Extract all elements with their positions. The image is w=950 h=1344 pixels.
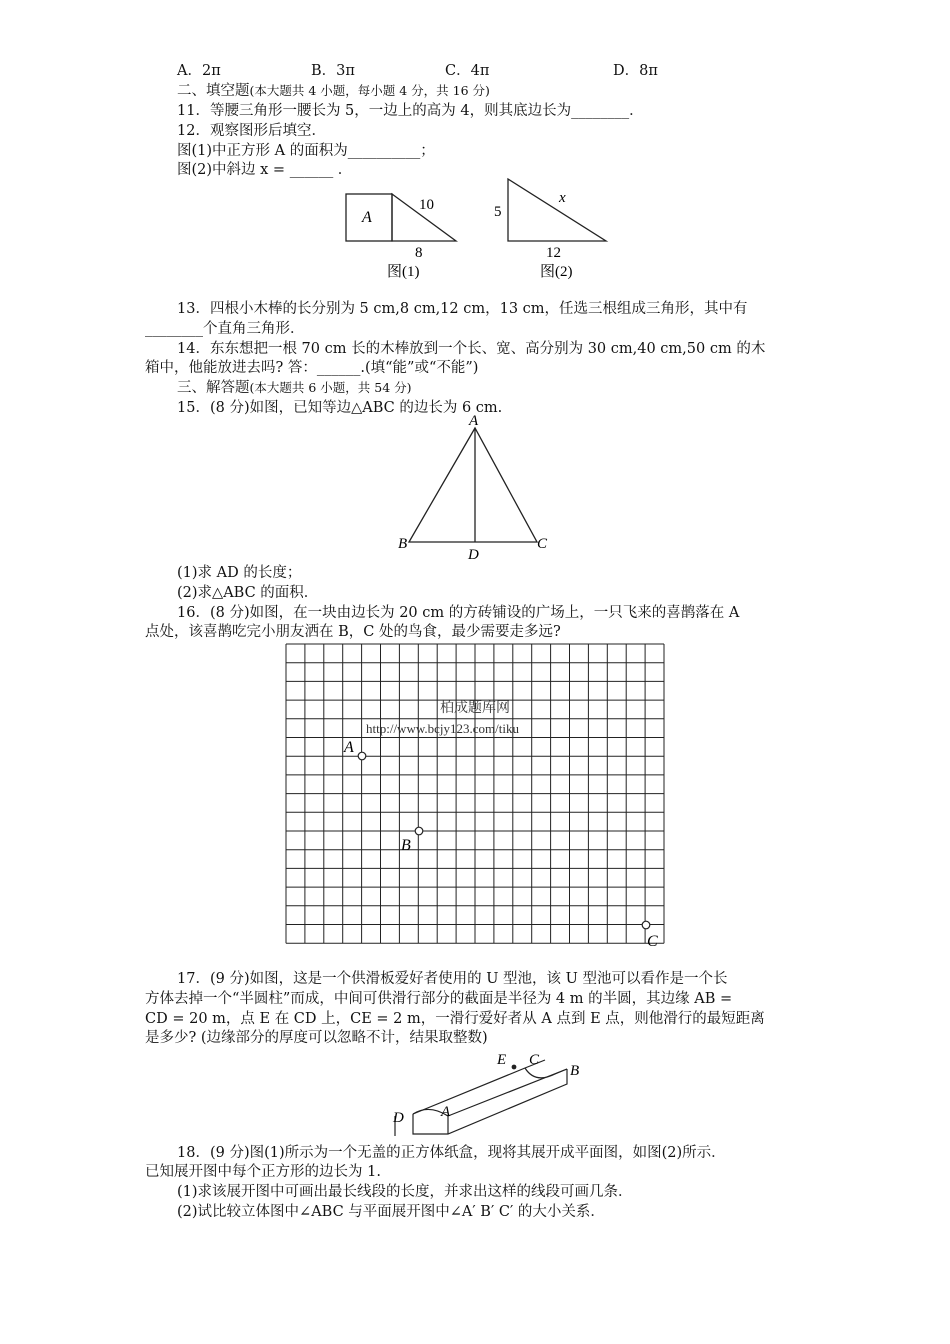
vertex-b-label: B: [398, 536, 408, 552]
watermark-url: http://www.bcjy123.com/tiku: [366, 721, 519, 736]
question-14-line1: 14．东东想把一根 70 cm 长的木棒放到一个长、宽、高分别为 30 cm,40 cm,50 cm 的木: [177, 341, 766, 357]
question-11: 11．等腰三角形一腰长为 5，一边上的高为 4，则其底边长为________．: [177, 103, 644, 119]
question-12-line2: 图(2)中斜边 x = ______ ．: [177, 162, 353, 178]
question-15-sub2: (2)求△ABC 的面积．: [177, 585, 319, 601]
question-12-stem: 12．观察图形后填空．: [177, 123, 326, 139]
figure-1: [346, 194, 456, 280]
fig2-caption: 图(2): [540, 264, 573, 280]
question-15-figure: [390, 414, 560, 564]
question-17-line2: 方体去掉一个“半圆柱”而成，中间可供滑行部分的截面是半径为 4 m 的半圆，其边缘 AB =: [145, 991, 733, 1007]
question-16-line1: 16．(8 分)如图，在一块由边长为 20 cm 的方砖铺设的广场上，一只飞来的喜鹊落在 A: [177, 605, 740, 621]
point-b-label: B: [570, 1063, 580, 1079]
choice-b: B．3π: [311, 63, 355, 79]
section-3-note: (本大题共 6 小题，共 54 分): [249, 380, 412, 395]
u-pool-shape: [395, 1060, 567, 1136]
question-17-line1: 17．(9 分)如图，这是一个供滑板爱好者使用的 U 型池，该 U 型池可以看作是一个长: [177, 971, 728, 987]
question-13-line1: 13．四根小木棒的长分别为 5 cm,8 cm,12 cm，13 cm，任选三根组成三角形，其中有: [177, 301, 748, 317]
section-2-heading: [177, 82, 490, 100]
square-tile-grid: [286, 644, 664, 943]
fig1-caption: 图(1): [387, 264, 420, 280]
question-17-line4: 是多少? (边缘部分的厚度可以忽略不计，结果取整数): [145, 1030, 488, 1046]
point-c-label: C: [529, 1052, 540, 1068]
fig2-hyp-label: x: [559, 190, 566, 206]
section-3-heading: [177, 379, 412, 397]
question-15-stem: 15．(8 分)如图，已知等边△ABC 的边长为 6 cm.: [177, 400, 503, 416]
point-d-label: D: [393, 1110, 404, 1126]
question-18-sub1: (1)求该展开图中可画出最长线段的长度，并求出这样的线段可画几条．: [177, 1184, 633, 1200]
section-2-title: 二、填空题: [177, 83, 250, 99]
figure-2: [494, 179, 606, 280]
fig2-base-label: 12: [546, 245, 561, 261]
section-2-note: (本大题共 4 小题，每小题 4 分，共 16 分): [249, 83, 490, 98]
point-b-label: B: [401, 837, 411, 854]
question-17-u-pool-figure: [385, 1044, 600, 1138]
point-e: [512, 1065, 517, 1070]
point-b: [415, 827, 423, 835]
question-18-line2: 已知展开图中每个正方形的边长为 1.: [145, 1164, 381, 1180]
square-a-label: A: [362, 209, 372, 226]
choice-d: D．8π: [613, 63, 658, 79]
right-triangle-2: [508, 179, 606, 241]
choice-a: A．2π: [177, 63, 221, 79]
point-c: [642, 921, 650, 929]
fig1-hyp-label: 10: [419, 197, 434, 213]
far-semicircle: [525, 1068, 567, 1078]
question-12-line1: 图(1)中正方形 A 的面积为__________；: [177, 143, 435, 159]
vertex-c-label: C: [537, 536, 548, 552]
fig1-base-label: 8: [415, 245, 423, 261]
question-16-line2: 点处，该喜鹊吃完小朋友洒在 B，C 处的鸟食，最少需要走多远?: [145, 624, 561, 640]
question-17-line3: CD = 20 m，点 E 在 CD 上，CE = 2 m，一滑行爱好者从 A 点到 E 点，则他滑行的最短距离: [145, 1011, 765, 1027]
question-13-line2: ________个直角三角形．: [145, 321, 305, 337]
section-3-title: 三、解答题: [177, 380, 250, 396]
question-18-line1: 18．(9 分)图(1)所示为一个无盖的正方体纸盒，现将其展开成平面图，如图(2)所示．: [177, 1145, 726, 1161]
watermark-title: 柏成题库网: [440, 701, 510, 716]
point-a-label: A: [441, 1104, 451, 1120]
question-12-figures: [335, 176, 625, 284]
foot-d-label: D: [468, 547, 479, 563]
point-a-label: A: [344, 739, 354, 756]
vertex-a-label: A: [469, 414, 479, 429]
question-18-sub2: (2)试比较立体图中∠ABC 与平面展开图中∠A′ B′ C′ 的大小关系．: [177, 1204, 605, 1220]
point-a: [358, 752, 366, 760]
fig2-leg-label: 5: [494, 204, 502, 220]
equilateral-triangle: [409, 428, 537, 542]
question-14-line2: 箱中，他能放进去吗? 答：______.(填“能”或“不能”): [145, 360, 479, 376]
point-c-label: C: [647, 933, 658, 950]
question-15-sub1: (1)求 AD 的长度；: [177, 565, 302, 581]
point-e-label: E: [497, 1052, 507, 1068]
question-16-grid-figure: [280, 640, 675, 952]
choice-c: C．4π: [445, 63, 490, 79]
